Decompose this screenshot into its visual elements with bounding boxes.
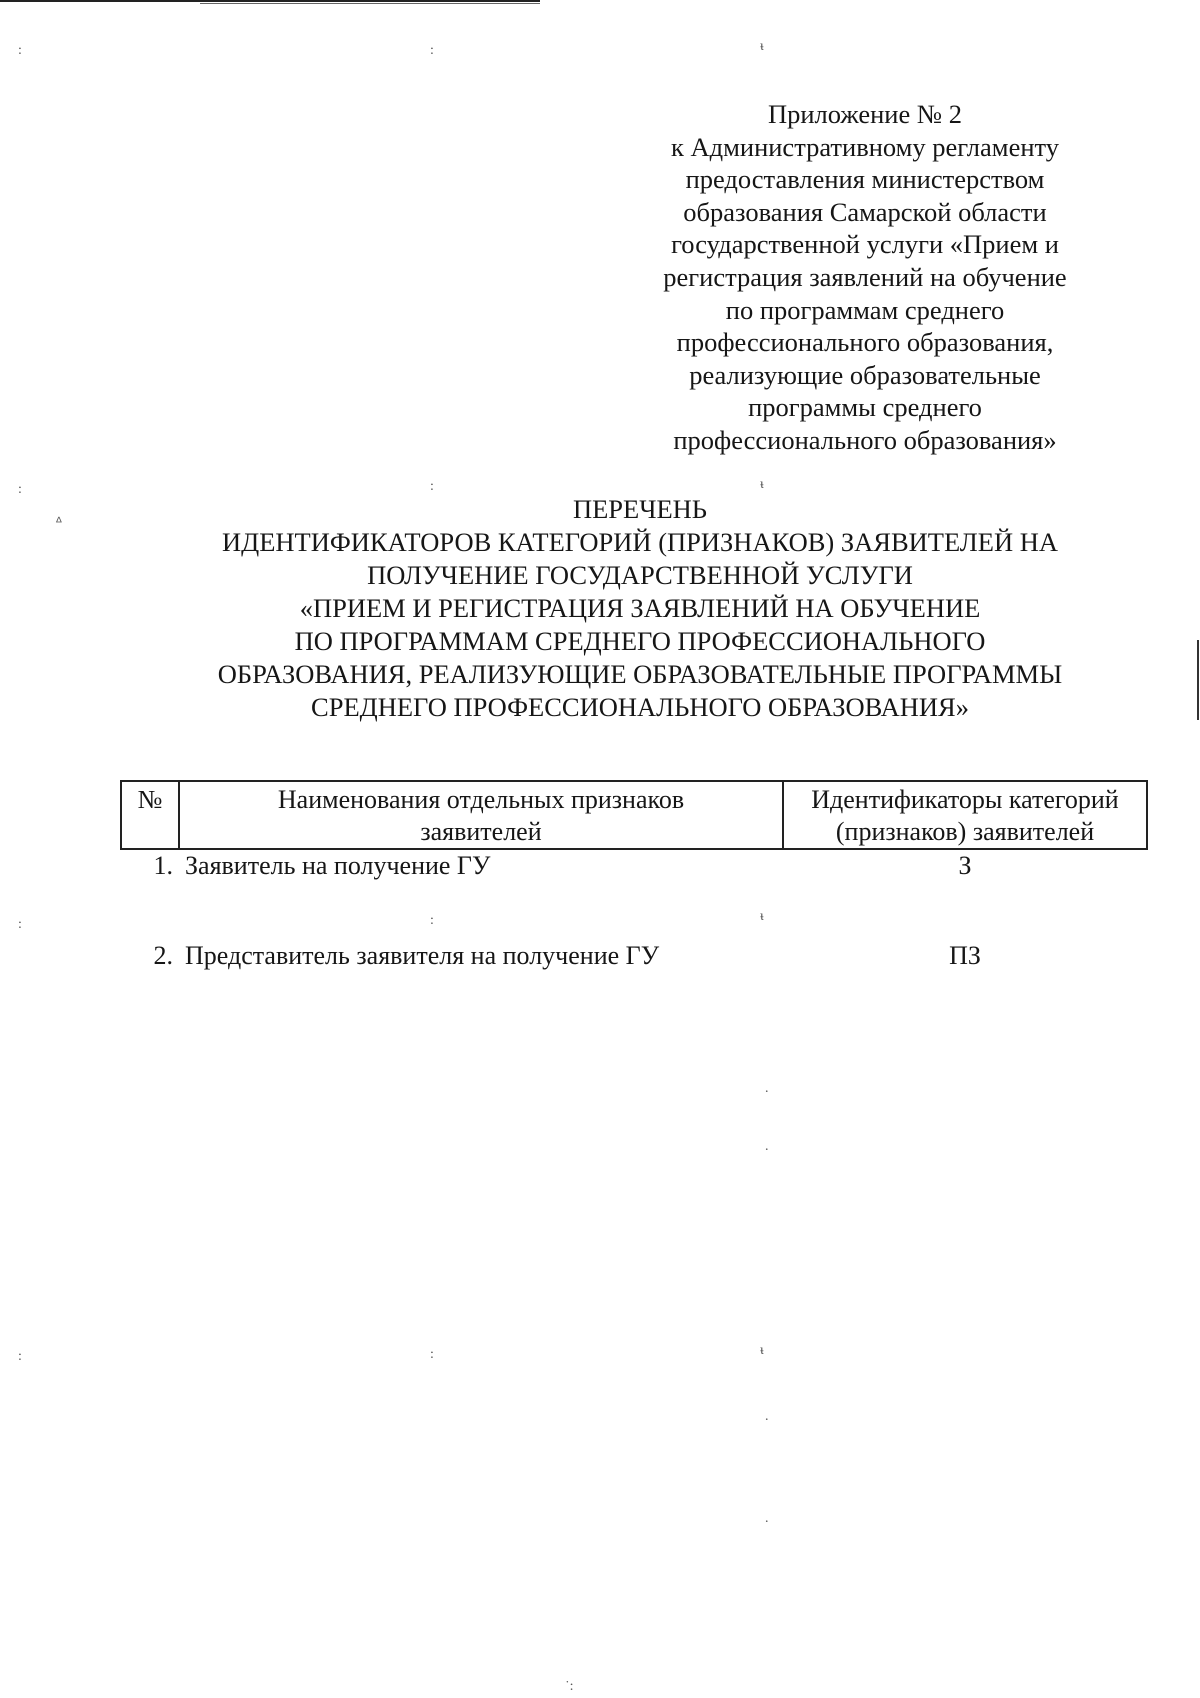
header-num: № [121,781,179,849]
scan-top-rule [0,0,540,2]
scan-speck: : [430,913,434,928]
header-code-line: Идентификаторы категорий [811,785,1119,814]
scan-edge-mark [1197,640,1199,720]
title-line: ПОЛУЧЕНИЕ ГОСУДАРСТВЕННОЙ УСЛУГИ [367,560,913,590]
appendix-line: по программам среднего [725,294,1005,325]
table-row [121,940,1147,972]
row-code: З [958,851,972,880]
scan-speck: ᵼ [760,477,764,492]
appendix-line: регистрация заявлений на обучение [663,261,1067,292]
appendix-line: реализующие образовательные [689,359,1041,390]
row-num: 1. [153,851,173,880]
row-name: Представитель заявителя на получение ГУ [185,941,660,970]
appendix-line: образования Самарской области [683,196,1047,227]
scan-speck: : [430,479,434,494]
row-num: 2. [153,941,173,970]
title-line: ИДЕНТИФИКАТОРОВ КАТЕГОРИЙ (ПРИЗНАКОВ) ЗАЯВИТЕЛЕЙ НА [222,527,1058,557]
header-name-line: Наименования отдельных признаков [277,785,685,814]
scan-speck: ˙: [565,1679,574,1694]
appendix-line: профессионального образования» [673,424,1057,455]
header-code-line: (признаков) заявителей [835,817,1095,846]
scan-speck: ᵼ [760,1343,764,1358]
scan-top-rule-secondary [200,3,540,4]
scan-speck: : [18,43,22,58]
scan-speck: : [18,917,22,932]
scan-speck: : [18,482,22,497]
scan-speck: . [765,1409,769,1424]
appendix-line: профессионального образования, [676,327,1054,358]
table-row [121,849,1147,940]
title-line: ПЕРЕЧЕНЬ [572,494,707,524]
title-line: ОБРАЗОВАНИЯ, РЕАЛИЗУЮЩИЕ ОБРАЗОВАТЕЛЬНЫЕ ПРОГРАММЫ [217,659,1063,689]
title-line: СРЕДНЕГО ПРОФЕССИОНАЛЬНОГО ОБРАЗОВАНИЯ» [311,692,969,722]
title-line: ПО ПРОГРАММАМ СРЕДНЕГО ПРОФЕССИОНАЛЬНОГО [294,626,986,656]
scan-speck: : [430,1347,434,1362]
scan-speck: : [430,43,434,58]
row-name: Заявитель на получение ГУ [185,851,491,880]
document-title [120,493,1160,724]
scan-speck: ᵼ [760,39,764,54]
title-line: «ПРИЕМ И РЕГИСТРАЦИЯ ЗАЯВЛЕНИЙ НА ОБУЧЕНИЕ [299,593,981,623]
appendix-line: предоставления министерством [685,164,1045,195]
appendix-line: к Административному регламенту [671,131,1059,162]
row-code: ПЗ [949,941,981,970]
appendix-line: Приложение № 2 [767,99,962,129]
appendix-line: государственной услуги «Прием и [671,229,1059,260]
table-header-row [121,781,1147,849]
scan-speck: . [765,1081,769,1096]
identifiers-table [120,780,1148,972]
appendix-reference [640,98,1090,457]
scan-speck: . [765,1511,769,1526]
appendix-line: программы среднего [748,392,982,423]
scan-speck: . [765,1139,769,1154]
scan-speck: ᐞ [55,516,63,531]
header-name [179,781,783,849]
header-code [783,781,1147,849]
scan-speck: : [18,1349,22,1364]
header-name-line: заявителей [420,817,542,846]
scan-speck: ᵼ [760,909,764,924]
